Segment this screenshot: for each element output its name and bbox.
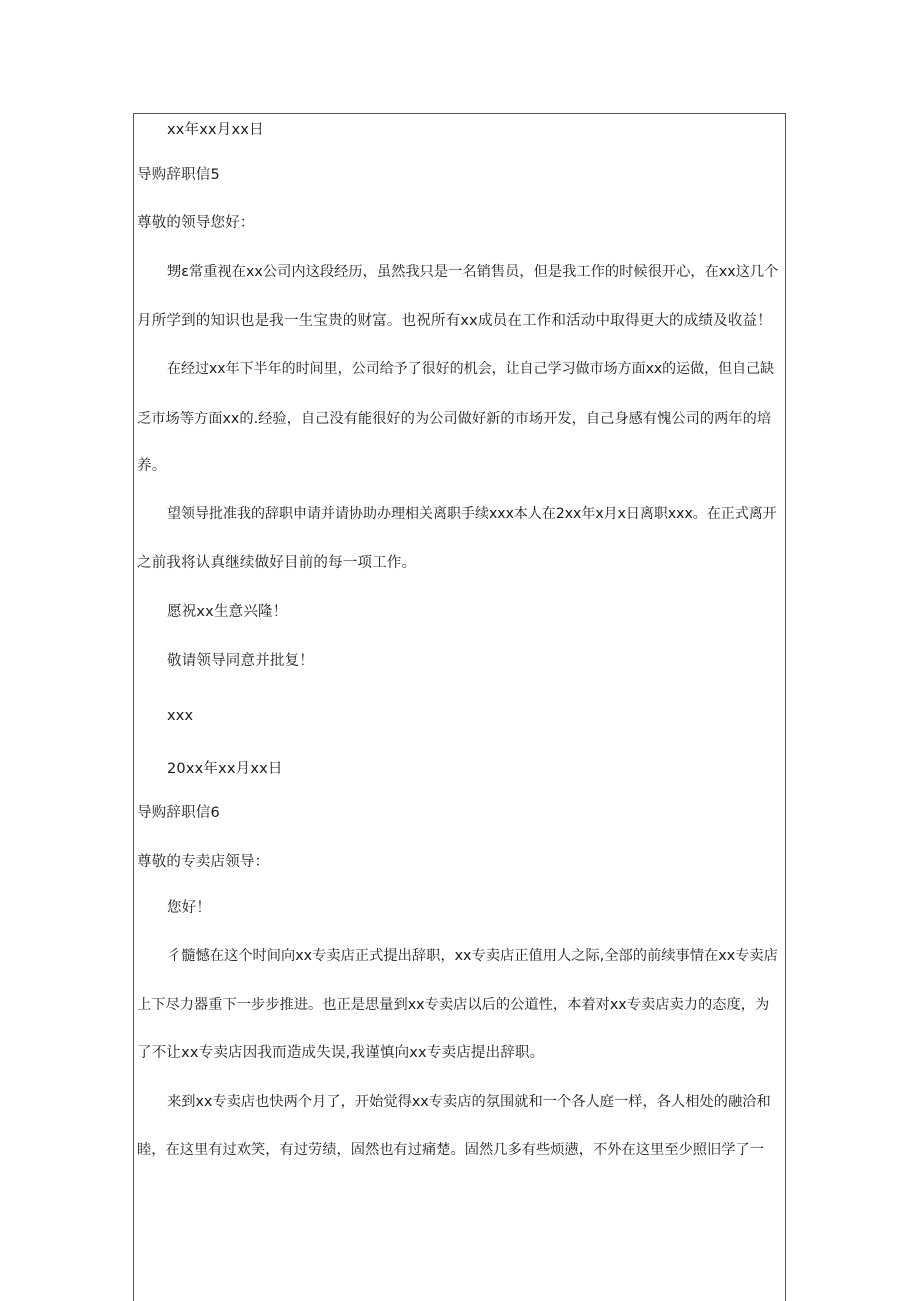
letter5-date-bottom: 20xx年xx月xx日 bbox=[167, 761, 283, 777]
letter6-p1-line1: 彳髓憾在这个时间向xx专卖店正式提出辞职，xx专卖店正值用人之际,全部的前续事情在xx专卖店 bbox=[167, 948, 778, 964]
letter5-p1-line1: 甥ε常重视在xx公司内这段经历，虽然我只是一名销售员，但是我工作的时候很开心，在xx这几个 bbox=[167, 264, 779, 280]
letter6-p1-line3: 了不让xx专卖店因我而造成失误,我谨慎向xx专卖店提出辞职。 bbox=[137, 1045, 545, 1061]
letter5-p3-line1: 望领导批准我的辞职申请并请协助办理相关离职手续xxx本人在2xx年x月x日离职xxx。在正式离开 bbox=[167, 506, 777, 522]
letter5-p2-line3: 养。 bbox=[137, 458, 167, 474]
letter5-title: 导购辞职信5 bbox=[137, 167, 220, 183]
letter6-salutation: 尊敬的专卖店领导： bbox=[137, 854, 270, 870]
letter5-request: 敬请领导同意并批复！ bbox=[167, 653, 314, 669]
letter5-signature: xxx bbox=[167, 708, 194, 724]
document-frame bbox=[133, 113, 786, 1301]
letter5-wish: 愿祝xx生意兴隆！ bbox=[167, 604, 288, 620]
letter6-p2-line2: 睦，在这里有过欢笑，有过劳绩，固然也有过痛楚。固然几多有些烦懑，不外在这里至少照旧学了一 bbox=[137, 1142, 765, 1158]
letter5-p1-line2: 月所学到的知识也是我一生宝贵的财富。也祝所有xx成员在工作和活动中取得更大的成绩及收益！ bbox=[137, 313, 772, 329]
letter5-salutation: 尊敬的领导您好： bbox=[137, 215, 255, 231]
letter6-p2-line1: 来到xx专卖店也快两个月了，开始觉得xx专卖店的氛围就和一个各人庭一样，各人相处的融洽和 bbox=[167, 1094, 771, 1110]
letter6-greeting: 您好！ bbox=[167, 900, 212, 916]
letter5-date-top: xx年xx月xx日 bbox=[167, 122, 264, 138]
letter6-title: 导购辞职信6 bbox=[137, 805, 220, 821]
letter5-p2-line1: 在经过xx年下半年的时间里，公司给予了很好的机会，让自己学习做市场方面xx的运做，但自己缺 bbox=[167, 361, 775, 377]
letter5-p3-line2: 之前我将认真继续做好目前的每一项工作。 bbox=[137, 555, 417, 571]
letter6-p1-line2: 上下尽力器重下一步步推进。也正是思量到xx专卖店以后的公道性，本着对xx专卖店卖力的态度，为 bbox=[137, 997, 770, 1013]
letter5-p2-line2: 乏市场等方面xx的.经验，自己没有能很好的为公司做好新的市场开发，自己身感有愧公司的两年的培 bbox=[137, 411, 772, 427]
